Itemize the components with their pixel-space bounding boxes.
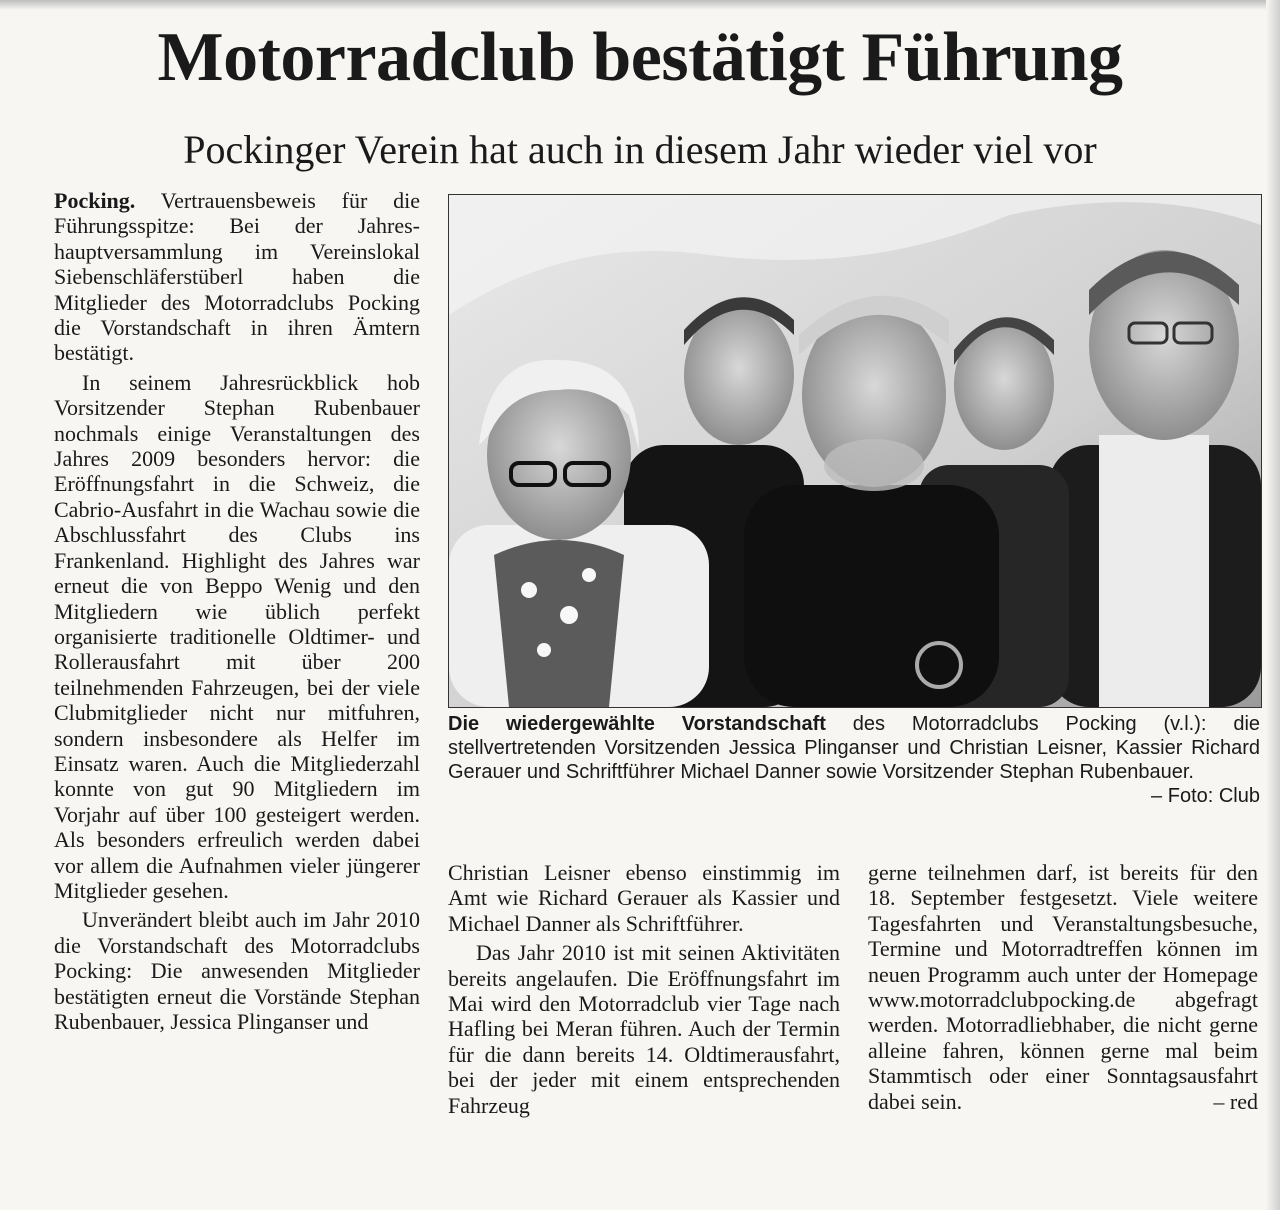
headline: Motorradclub bestätigt Führung (157, 19, 1123, 96)
caption-lead: Die wiedergewählte Vorstandschaft (448, 713, 826, 735)
scan-edge-top (0, 0, 1280, 10)
paragraph (868, 860, 1258, 1114)
photo-credit: – Foto: Club (1151, 785, 1260, 807)
group-photo (448, 194, 1262, 708)
dateline: Pocking. (54, 188, 136, 213)
author-signature: – red (1213, 1088, 1258, 1114)
paragraph-text: Vertrauensbeweis für die Führungsspitze: Bei der Jahreshauptversammlung im Vereinslokal Siebenschläferstüberl haben die Mitglieder des Motorradclubs Pocking die Vorstandschaft in ihren Ämtern bestätigt. (54, 188, 420, 366)
paragraph-text: gerne teilnehmen darf, ist bereits für den 18. September festgesetzt. Viele weitere Tagesfahrten und Veranstaltungsbesuche, Termine und Motorradtreffen können im neuen Programm auch unter der Homepage www.motorradclubpocking.de abgefragt werden. Motorradliebhaber, die nicht gerne alleine fahren, können gerne mal beim Stammtisch oder einer Sonntagsausfahrt dabei sein. (868, 860, 1258, 1114)
paragraph: Unverändert bleibt auch im Jahr 2010 die Vorstandschaft des Motorradclubs Pocking: Die anwesenden Mitglieder bestätigten erneut die Vorstände Stephan Rubenbauer, Jessica Plinganser und (54, 907, 420, 1034)
paragraph: Das Jahr 2010 ist mit seinen Aktivitäten bereits angelaufen. Die Eröffnungsfahrt im Mai wird den Motorradclub vier Tage nach Hafling bei Meran führen. Auch der Termin für die dann bereits 14. Oldtimerausfahrt, bei der jeder mit einem entsprechenden Fahrzeug (448, 940, 840, 1118)
article-column-2 (448, 860, 840, 1122)
paragraph (54, 188, 420, 366)
subheadline: Pockinger Verein hat auch in diesem Jahr wieder viel vor (183, 127, 1097, 172)
photo-caption (448, 712, 1260, 808)
article-column-1 (54, 188, 420, 1038)
scan-edge-right (1266, 0, 1280, 1210)
paragraph: Christian Leisner ebenso einstimmig im Amt wie Richard Gerauer als Kassier und Michael Danner als Schriftführer. (448, 860, 840, 936)
article-column-3 (868, 860, 1258, 1118)
caption-text: des Motorradclubs Pocking (v.l.): die stellvertretenden Vorsitzenden Jessica Plinganser und Christian Leisner, Kassier Richard Gerauer und Schriftführer Michael Danner sowie Vorsitzender Stephan Rubenbauer. (448, 713, 1261, 783)
paragraph: In seinem Jahresrückblick hob Vorsitzender Stephan Rubenbauer nochmals einige Veranstaltungen des Jahres 2009 besonders hervor: die Eröffnungsfahrt in die Schweiz, die Cabrio-Ausfahrt in die Wachau sowie die Abschlussfahrt des Clubs ins Frankenland. Highlight des Jahres war erneut die von Beppo Wenig und den Mitgliedern wie üblich perfekt organisierte traditionelle Oldtimer- und Rollerausfahrt mit über 200 teilnehmenden Fahrzeugen, bei der viele Clubmitglieder nicht nur mitfuhren, sondern insbesondere als Helfer im Einsatz waren. Auch die Mitgliederzahl konnte von gut 90 Mitgliedern im Vorjahr auf über 100 gesteigert werden. Als besonders erfreulich werden dabei vor allem die Aufnahmen vieler jüngerer Mitglieder gesehen. (54, 369, 420, 903)
group-photo-image (449, 195, 1261, 707)
